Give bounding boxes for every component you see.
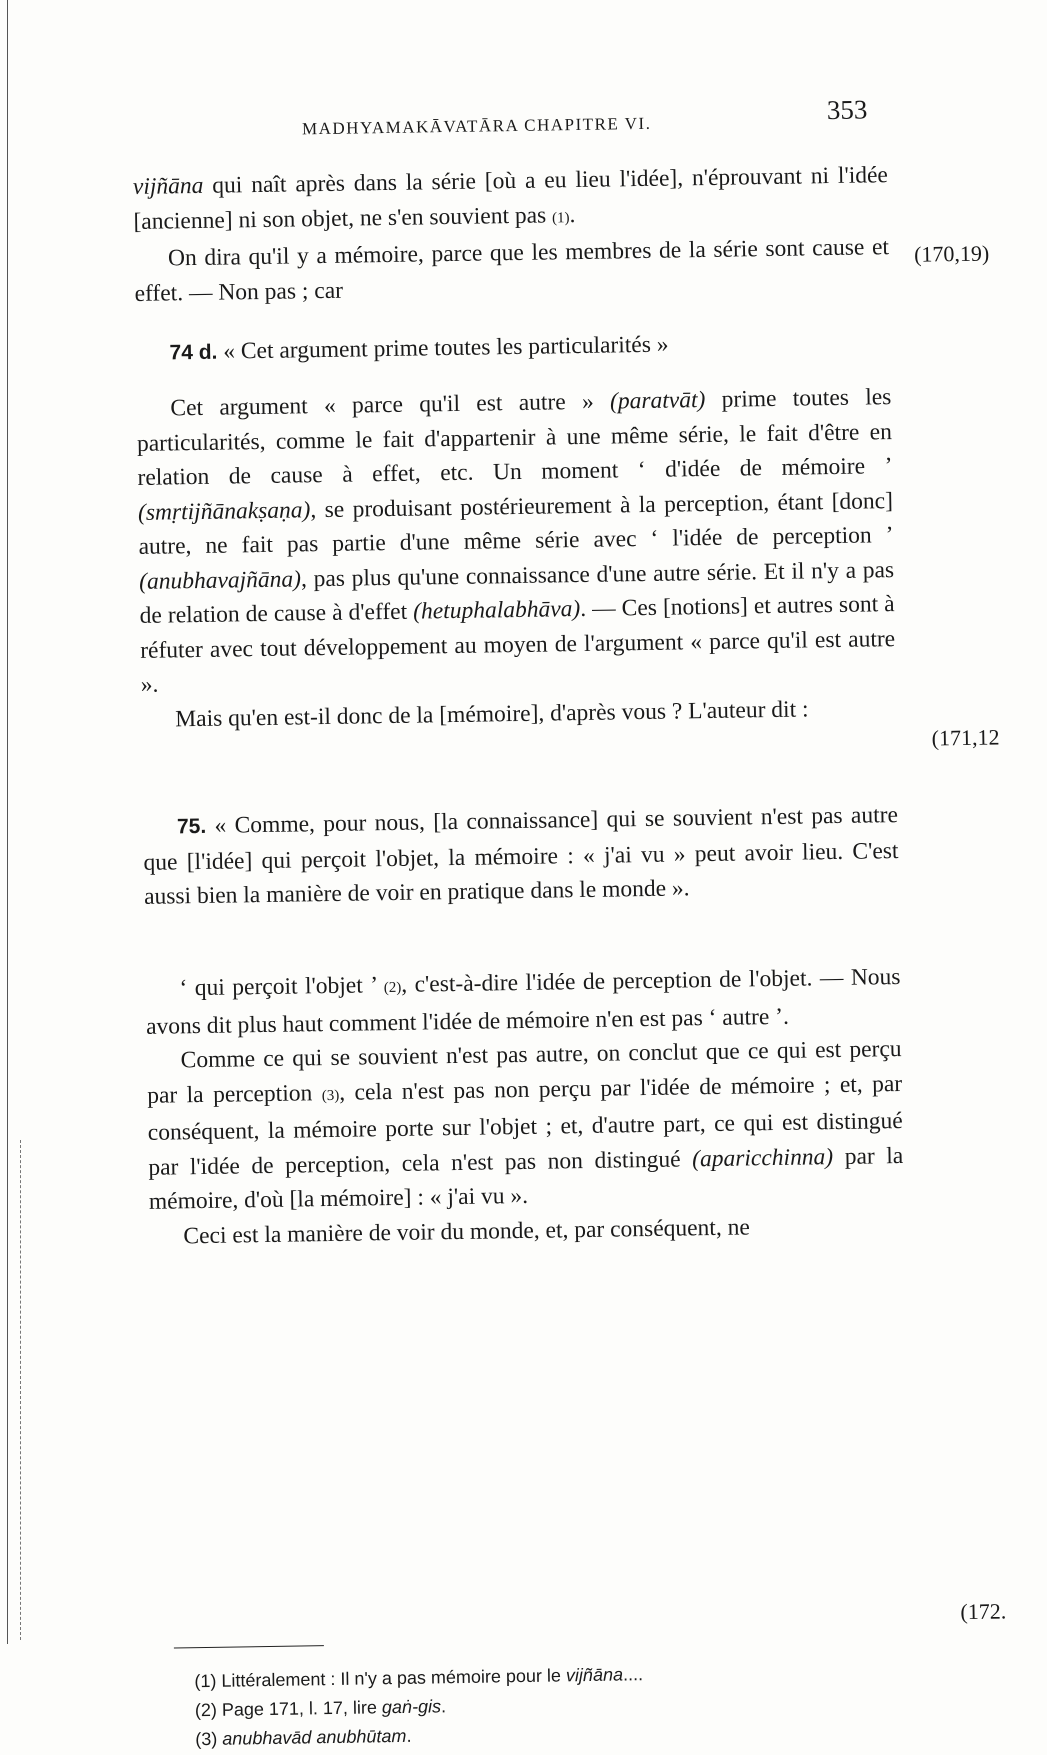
text: . xyxy=(440,1696,447,1717)
text: , pas plus qu'une connaissance d'une autre série. Et il n'y a pas de relation de cause à d'effet xyxy=(139,556,895,629)
term: (hetuphalabhāva) xyxy=(412,596,581,625)
text: . xyxy=(406,1725,412,1746)
text: . — Ces [notions] et autres sont à réfuter avec tout développement au moyen de l'argument « parce qu'il est autre ». xyxy=(140,591,896,698)
paragraph xyxy=(145,960,901,1044)
stanza xyxy=(143,798,900,914)
text: .... xyxy=(622,1664,644,1685)
text: (1) Littéralement : Il n'y a pas mémoire pour le xyxy=(194,1665,567,1692)
term: vijñāna xyxy=(132,172,204,200)
margin-reference: (170,19) xyxy=(913,240,990,267)
text: par la mémoire, d'où [la mémoire] : « j'ai vu ». xyxy=(148,1142,904,1215)
paragraph: Ceci est la manière de voir du monde, et, par conséquent, ne xyxy=(183,1213,750,1249)
running-title: MADHYAMAKĀVATĀRA CHAPITRE VI. xyxy=(301,113,652,139)
text: qui naît après dans la série [où a eu lieu l'idée], n'éprouvant ni l'idée [ancienne] ni son objet, ne s'en souvient pas xyxy=(133,162,889,235)
paragraph xyxy=(136,380,896,702)
paragraph: Mais qu'en est-il donc de la [mémoire], d'après vous ? L'auteur dit : xyxy=(175,695,809,732)
footnotes xyxy=(194,1656,895,1754)
term: (smṛtijñānakṣaṇa) xyxy=(137,496,311,526)
text: , cela n'est pas non perçu par l'idée de mémoire ; et, par conséquent, la mémoire porte sur l'objet ; et, d'autre part, ce qui est distingué par l'idée de perception, cela n'est pas non distingué xyxy=(147,1070,903,1181)
footnote-ref: (2) xyxy=(383,979,402,997)
paragraph: On dira qu'il y a mémoire, parce que les membres de la série sont cause et effet. — Non pas ; car xyxy=(134,234,890,307)
text-block xyxy=(145,960,904,1254)
text: prime toutes les particularités, comme le fait d'appartenir à une même série, le fait d'être en relation de cause à effet, etc. Un moment ‘ d'idée de mémoire ’ xyxy=(136,384,893,491)
stanza-text: « Cet argument prime toutes les particularités » xyxy=(217,331,669,365)
text: ‘ qui perçoit l'objet ’ xyxy=(179,972,385,1002)
margin-reference: (171,12 xyxy=(931,724,1000,751)
text: , c'est-à-dire l'idée de perception de l'objet. — Nous avons dit plus haut comment l'idée de mémoire n'en est pas ‘ autre ’. xyxy=(145,964,901,1040)
paragraph xyxy=(146,1032,904,1219)
page-number: 353 xyxy=(826,94,868,126)
text: (3) xyxy=(195,1728,223,1750)
footnote-ref: (3) xyxy=(321,1087,340,1104)
text: Comme ce qui se souvient n'est pas autre, on conclut que ce qui est perçu par la perception xyxy=(147,1036,902,1109)
footnote-ref: (1) xyxy=(551,209,570,226)
term: vijñāna xyxy=(565,1664,624,1686)
stanza xyxy=(135,324,890,371)
text-block xyxy=(133,158,890,311)
text: , se produisant postérieurement à la perception, étant [donc] autre, ne fait pas partie d'une même série avec ‘ l'idée de perception ’ xyxy=(138,487,894,560)
term: (anubhavajñāna) xyxy=(138,565,302,595)
term: anubhavād anubhūtam xyxy=(222,1725,407,1749)
term: gaṅ-gis xyxy=(381,1696,442,1718)
stanza-number: 74 d. xyxy=(169,340,218,365)
scan-edge-line xyxy=(7,0,8,1644)
stanza-text: « Comme, pour nous, [la connaissance] qui se souvient n'est pas autre que [l'idée] qui perçoit l'objet, la mémoire : « j'ai vu » peut avoir lieu. C'est aussi bien la manière de voir en pratique dans le monde ». xyxy=(143,802,899,910)
text: (2) Page 171, l. 17, lire xyxy=(194,1697,383,1721)
stanza-74 xyxy=(135,324,890,371)
term: (aparicchinna) xyxy=(691,1143,834,1172)
stanza-75 xyxy=(143,798,900,914)
text: . xyxy=(569,201,576,228)
scan-edge-dashes xyxy=(20,1140,21,1640)
footnote-divider xyxy=(174,1645,324,1648)
term: (paratvāt) xyxy=(609,387,706,415)
stanza-number: 75. xyxy=(176,814,207,839)
text-block xyxy=(136,380,896,737)
margin-reference: (172. xyxy=(960,1598,1007,1625)
paragraph xyxy=(133,158,889,242)
text: Cet argument « parce qu'il est autre » xyxy=(170,388,611,422)
